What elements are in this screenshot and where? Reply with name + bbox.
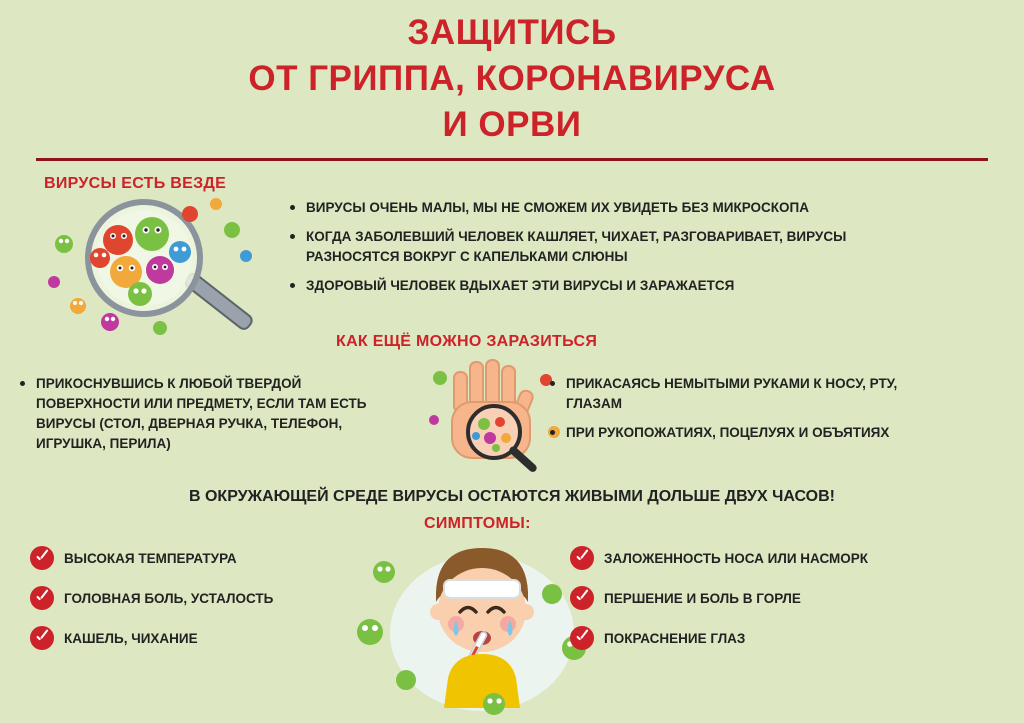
list-how-else-left [18, 374, 408, 463]
list-item-label: ГОЛОВНАЯ БОЛЬ, УСТАЛОСТЬ [64, 590, 274, 606]
page-title [0, 0, 1024, 148]
list-item [570, 546, 950, 570]
magnifier-germs-icon [40, 196, 270, 341]
list-item: ЗДОРОВЫЙ ЧЕЛОВЕК ВДЫХАЕТ ЭТИ ВИРУСЫ И ЗАРАЖАЕТСЯ [288, 276, 908, 296]
check-icon [570, 546, 594, 570]
list-item-label: ВЫСОКАЯ ТЕМПЕРАТУРА [64, 550, 237, 566]
list-item: КОГДА ЗАБОЛЕВШИЙ ЧЕЛОВЕК КАШЛЯЕТ, ЧИХАЕТ, РАЗГОВАРИВАЕТ, ВИРУСЫ РАЗНОСЯТСЯ ВОКРУГ С КАПЕЛЬКАМИ СЛЮНЫ [288, 227, 908, 267]
check-icon [30, 546, 54, 570]
list-item-label: ПЕРШЕНИЕ И БОЛЬ В ГОРЛЕ [604, 590, 801, 606]
list-symptoms-left [30, 546, 330, 666]
list-item: ВИРУСЫ ОЧЕНЬ МАЛЫ, МЫ НЕ СМОЖЕМ ИХ УВИДЕТЬ БЕЗ МИКРОСКОПА [288, 198, 908, 218]
list-item: ПРИКОСНУВШИСЬ К ЛЮБОЙ ТВЕРДОЙ ПОВЕРХНОСТИ ИЛИ ПРЕДМЕТУ, ЕСЛИ ТАМ ЕСТЬ ВИРУСЫ (СТОЛ, ДВЕРНАЯ РУЧКА, ТЕЛЕФОН, ИГРУШКА, ПЕРИЛА) [18, 374, 408, 454]
environment-note: В ОКРУЖАЮЩЕЙ СРЕДЕ ВИРУСЫ ОСТАЮТСЯ ЖИВЫМИ ДОЛЬШЕ ДВУХ ЧАСОВ! [188, 488, 836, 505]
check-icon [30, 586, 54, 610]
list-item [30, 586, 330, 610]
list-item-label: ПОКРАСНЕНИЕ ГЛАЗ [604, 630, 746, 646]
check-icon [570, 586, 594, 610]
list-symptoms-right [570, 546, 950, 666]
list-how-else-right [548, 374, 948, 452]
list-item [570, 586, 950, 610]
section-heading-viruses-everywhere: ВИРУСЫ ЕСТЬ ВЕЗДЕ [44, 175, 227, 192]
list-item: ПРИ РУКОПОЖАТИЯХ, ПОЦЕЛУЯХ И ОБЪЯТИЯХ [548, 423, 948, 443]
list-item [30, 546, 330, 570]
title-line-2: ОТ ГРИППА, КОРОНАВИРУСА [248, 59, 776, 98]
section-heading-how-else: КАК ЕЩЁ МОЖНО ЗАРАЗИТЬСЯ [336, 333, 598, 350]
title-divider [36, 158, 988, 161]
check-icon [30, 626, 54, 650]
check-icon [570, 626, 594, 650]
list-item-label: ЗАЛОЖЕННОСТЬ НОСА ИЛИ НАСМОРК [604, 550, 869, 566]
list-item [570, 626, 950, 650]
list-item-label: КАШЕЛЬ, ЧИХАНИЕ [64, 630, 198, 646]
section-heading-symptoms: СИМПТОМЫ: [424, 515, 531, 532]
title-line-3: И ОРВИ [442, 105, 582, 144]
title-line-1: ЗАЩИТИСЬ [407, 13, 617, 52]
list-item [30, 626, 330, 650]
list-item: ПРИКАСАЯСЬ НЕМЫТЫМИ РУКАМИ К НОСУ, РТУ, ГЛАЗАМ [548, 374, 948, 414]
list-viruses-everywhere [288, 198, 908, 305]
